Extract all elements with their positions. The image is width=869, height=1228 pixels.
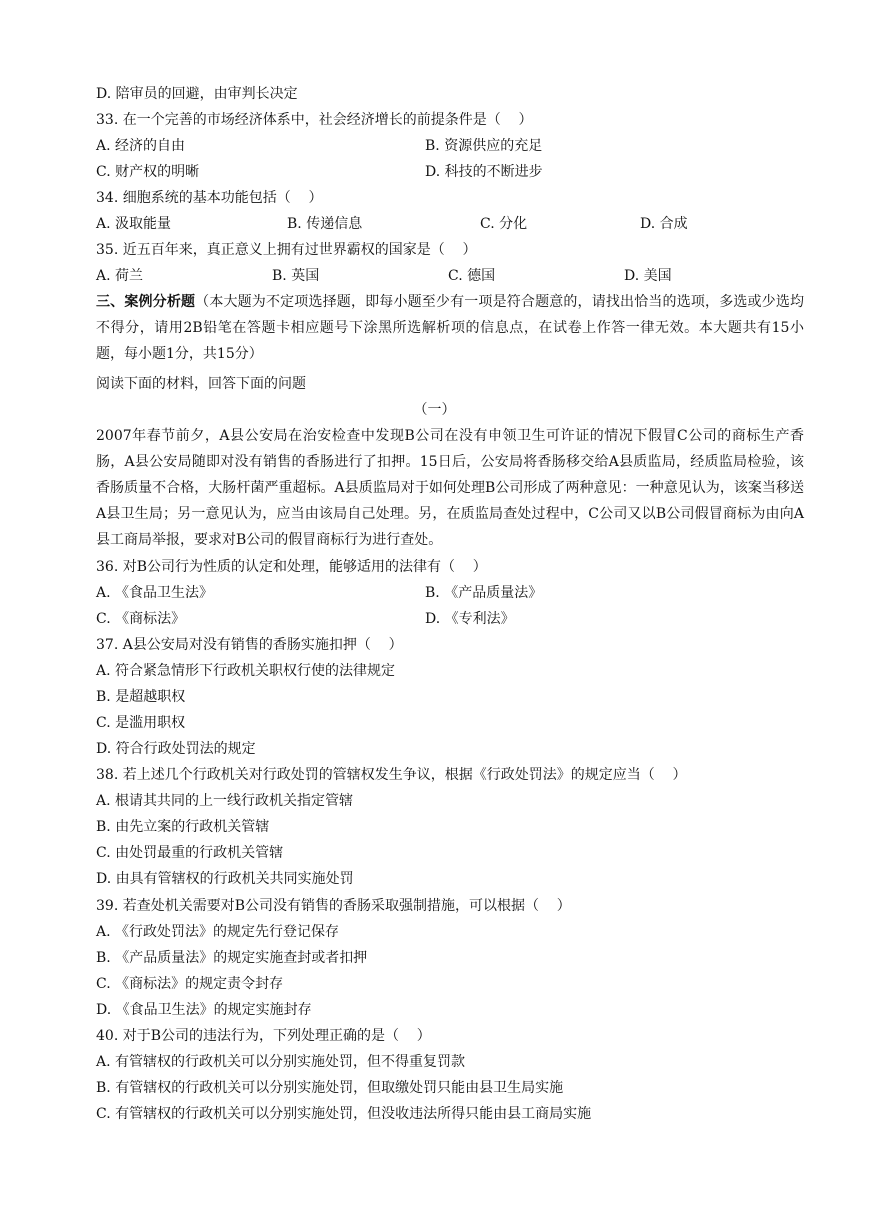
section-title: 三、案例分析题 (96, 294, 196, 310)
question-35: 35. 近五百年来，真正意义上拥有过世界霸权的国家是（ ） (96, 242, 477, 258)
question-36: 36. 对B公司行为性质的认定和处理，能够适用的法律有（ ） (96, 559, 487, 575)
q38-option-c: C. 由处罚最重的行政机关管辖 (96, 845, 284, 861)
section-heading (96, 289, 804, 367)
q37-option-a: A. 符合紧急情形下行政机关职权行使的法律规定 (96, 663, 396, 679)
q34-option-a: A. 汲取能量 (96, 216, 172, 232)
part-one-heading: （一） (413, 402, 456, 418)
q38-option-b: B. 由先立案的行政机关管辖 (96, 819, 270, 835)
q34-option-c: C. 分化 (480, 216, 528, 232)
q38-option-a: A. 根请其共同的上一线行政机关指定管辖 (96, 793, 354, 809)
q37-option-d: D. 符合行政处罚法的规定 (96, 741, 256, 757)
q36-option-d: D. 《专利法》 (425, 611, 515, 627)
question-33: 33. 在一个完善的市场经济体系中，社会经济增长的前提条件是（ ） (96, 112, 533, 128)
q39-option-d: D. 《食品卫生法》的规定实施封存 (96, 1002, 312, 1018)
q37-option-c: C. 是滥用职权 (96, 715, 186, 731)
option-d-previous: D. 陪审员的回避，由审判长决定 (96, 86, 298, 102)
q39-option-c: C. 《商标法》的规定责令封存 (96, 976, 284, 992)
question-39: 39. 若查处机关需要对B公司没有销售的香肠采取强制措施，可以根据（ ） (96, 898, 571, 914)
q36-option-a: A. 《食品卫生法》 (96, 585, 214, 601)
q33-option-a: A. 经济的自由 (96, 138, 186, 154)
question-38: 38. 若上述几个行政机关对行政处罚的管辖权发生争议，根据《行政处罚法》的规定应当（ ） (96, 767, 687, 783)
q39-option-a: A. 《行政处罚法》的规定先行登记保存 (96, 924, 340, 940)
case-text: 2007年春节前夕，A县公安局在治安检查中发现B公司在没有申领卫生可许证的情况下假冒C公司的商标生产香肠，A县公安局随即对没有销售的香肠进行了扣押。15日后，公安局将香肠移交给A县质监局，经质监局检验，该香肠质量不合格，大肠杆菌严重超标。A县质监局对于如何处理B公司形成了两种意见：一种意见认为，该案当移送A县卫生局；另一意见认为，应当由该局自己处理。另，在质监局查处过程中，C公司又以B公司假冒商标为由向A县工商局举报，要求对B公司的假冒商标行为进行查处。 (96, 428, 804, 548)
q35-option-b: B. 英国 (272, 268, 320, 284)
section-description: （本大题为不定项选择题，即每小题至少有一项是符合题意的，请找出恰当的选项，多选或少选均不得分，请用2B铅笔在答题卡相应题号下涂黑所选解析项的信息点，在试卷上作答一律无效。本大题共有15小题，每小题1分，共15分） (96, 294, 805, 362)
q34-option-b: B. 传递信息 (287, 216, 363, 232)
q40-option-c: C. 有管辖权的行政机关可以分别实施处罚，但没收违法所得只能由县工商局实施 (96, 1106, 592, 1122)
q40-option-b: B. 有管辖权的行政机关可以分别实施处罚，但取缴处罚只能由县卫生局实施 (96, 1080, 564, 1096)
q36-option-c: C. 《商标法》 (96, 611, 186, 627)
q33-option-d: D. 科技的不断进步 (425, 164, 543, 180)
q36-option-b: B. 《产品质量法》 (425, 585, 543, 601)
q39-option-b: B. 《产品质量法》的规定实施查封或者扣押 (96, 950, 368, 966)
q37-option-b: B. 是超越职权 (96, 689, 186, 705)
q40-option-a: A. 有管辖权的行政机关可以分别实施处罚，但不得重复罚款 (96, 1054, 466, 1070)
q38-option-d: D. 由具有管辖权的行政机关共同实施处罚 (96, 871, 354, 887)
question-34: 34. 细胞系统的基本功能包括（ ） (96, 190, 323, 206)
question-40: 40. 对于B公司的违法行为，下列处理正确的是（ ） (96, 1028, 431, 1044)
read-intro: 阅读下面的材料，回答下面的问题 (96, 376, 306, 392)
question-37: 37. A县公安局对没有销售的香肠实施扣押（ ） (96, 637, 403, 653)
q33-option-b: B. 资源供应的充足 (425, 138, 543, 154)
q33-option-c: C. 财产权的明晰 (96, 164, 200, 180)
q34-option-d: D. 合成 (640, 216, 688, 232)
q35-option-c: C. 德国 (448, 268, 496, 284)
q35-option-a: A. 荷兰 (96, 268, 144, 284)
q35-option-d: D. 美国 (624, 268, 672, 284)
